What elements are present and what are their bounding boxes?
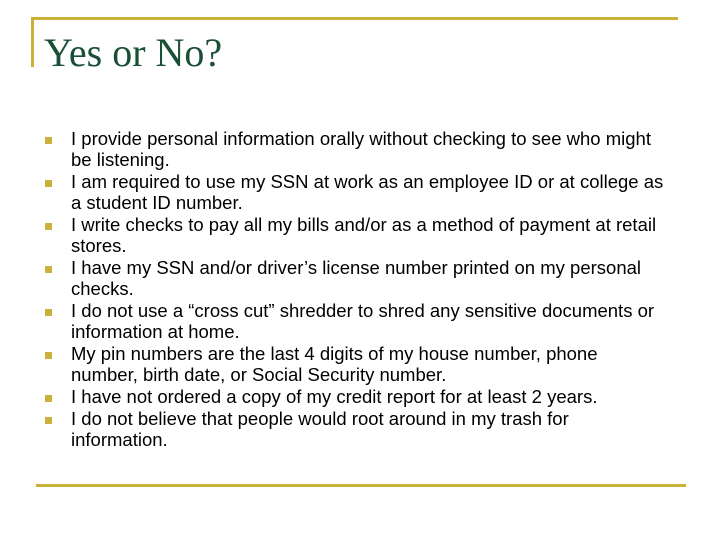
bullet-text: I do not use a “cross cut” shredder to shred any sensitive documents or information at home. bbox=[71, 300, 655, 342]
bullet-item bbox=[45, 214, 665, 256]
bullet-item bbox=[45, 300, 665, 342]
bullet-list bbox=[45, 128, 665, 451]
bullet-text: I have not ordered a copy of my credit report for at least 2 years. bbox=[71, 386, 598, 407]
bullet-text: I write checks to pay all my bills and/or as a method of payment at retail stores. bbox=[71, 214, 657, 256]
bullet-item bbox=[45, 128, 665, 170]
bullet-item bbox=[45, 343, 665, 385]
slide-title: Yes or No? bbox=[44, 30, 223, 75]
square-bullet-icon bbox=[45, 137, 52, 144]
bullet-text: I have my SSN and/or driver’s license number printed on my personal checks. bbox=[71, 257, 642, 299]
square-bullet-icon bbox=[45, 352, 52, 359]
square-bullet-icon bbox=[45, 223, 52, 230]
square-bullet-icon bbox=[45, 417, 52, 424]
bottom-border-line bbox=[36, 484, 686, 487]
bullet-text: I provide personal information orally without checking to see who might be listening. bbox=[71, 128, 651, 170]
bullet-item bbox=[45, 408, 665, 450]
bullet-text: I am required to use my SSN at work as an employee ID or at college as a student ID number. bbox=[71, 171, 664, 213]
left-border-line bbox=[31, 17, 34, 67]
bullet-text: I do not believe that people would root around in my trash for information. bbox=[71, 408, 569, 450]
square-bullet-icon bbox=[45, 180, 52, 187]
top-border-line bbox=[31, 17, 678, 20]
bullet-item bbox=[45, 386, 665, 407]
bullet-text: My pin numbers are the last 4 digits of my house number, phone number, birth date, or Social Security number. bbox=[71, 343, 598, 385]
square-bullet-icon bbox=[45, 309, 52, 316]
bullet-item bbox=[45, 257, 665, 299]
square-bullet-icon bbox=[45, 395, 52, 402]
bullet-item bbox=[45, 171, 665, 213]
square-bullet-icon bbox=[45, 266, 52, 273]
